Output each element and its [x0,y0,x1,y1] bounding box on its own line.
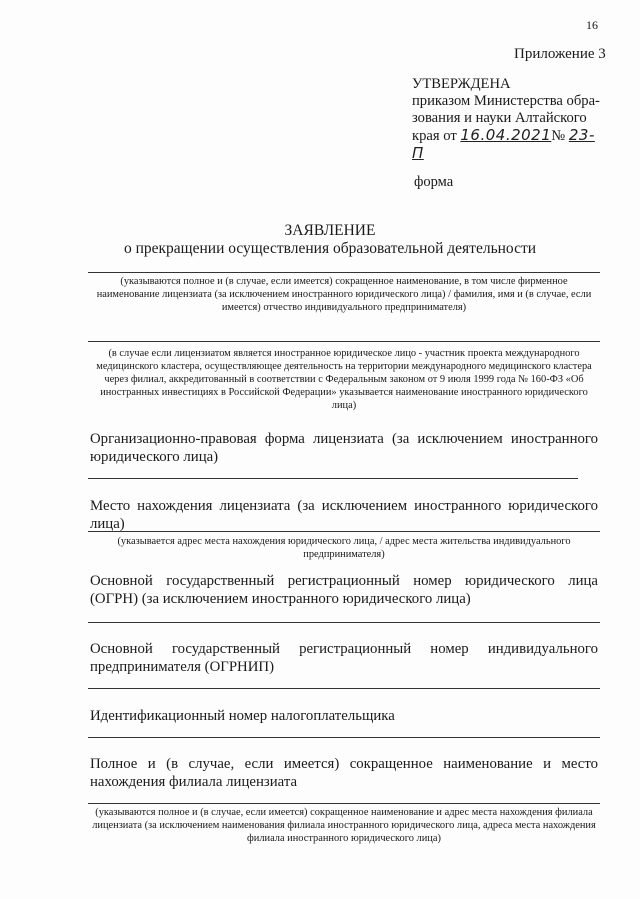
org-legal-form-label: Организационно-правовая форма лицензиата (за исключением иностранного юридического лица) [90,431,598,465]
foreign-entity-line[interactable] [88,341,600,342]
approval-date-prefix: края от [412,128,457,144]
approved-heading: УТВЕРЖДЕНА [412,76,511,92]
inn-label: Идентификационный номер налогоплательщика [90,708,395,724]
location-note: (указывается адрес места нахождения юридического лица, / адрес места жительства индивидуального предпринимателя) [117,536,571,560]
inn-line[interactable] [88,737,600,738]
document-subtitle: о прекращении осуществления образовательной деятельности [123,240,537,257]
org-legal-form-line[interactable] [88,478,578,479]
number-sign: № [551,128,566,144]
approval-line-1: приказом Министерства обра- [412,93,600,109]
branch-label: Полное и (в случае, если имеется) сокращенное наименование и место нахождения филиала лицензиата [90,756,598,790]
appendix-label: Приложение 3 [514,46,606,62]
form-label: форма [414,174,454,190]
handwritten-order-date: 16.04.2021 [460,126,552,144]
branch-note: (указываются полное и (в случае, если имеется) сокращенное наименование и адрес места нахождения филиала лицензиата (за исключением наименования филиала иностранного юридического лица, адреса места нахождения филиала иностранного юридического лица) [92,807,596,844]
page-number: 16 [586,18,598,32]
approval-line-3 [412,128,595,162]
branch-line[interactable] [88,803,600,804]
handwritten-order-number: 23-П [412,126,595,162]
location-label: Место нахождения лицензиата (за исключением иностранного юридического лица) [90,498,598,532]
foreign-entity-note: (в случае если лицензиатом является иностранное юридическое лицо - участник проекта международного медицинского кластера, осуществляющее деятельность на территории международного медицинского кластера через филиал, аккредитованный в соответствии с Федеральным законом от 9 июля 1999 года № 160-ФЗ «Об иностранных инвестициях в Российской Федерации» указывается наименование иностранного юридического лица) [96,348,592,411]
ogrn-label: Основной государственный регистрационный номер юридического лица (ОГРН) (за исключением иностранного юридического лица) [90,573,598,607]
licensee-name-line[interactable] [88,272,600,273]
ogrn-line[interactable] [88,622,600,623]
location-line[interactable] [88,531,600,532]
document-title: ЗАЯВЛЕНИЕ [284,222,376,239]
licensee-name-note: (указываются полное и (в случае, если имеется) сокращенное наименование, в том числе фирменное наименование лицензиата (за исключением иностранного юридического лица) / фамилия, имя и (в случае, если имеется) отчество индивидуального предпринимателя) [96,276,592,313]
ogrnip-label: Основной государственный регистрационный номер индивидуального предпринимателя (ОГРНИП) [90,641,598,675]
ogrnip-line[interactable] [88,688,600,689]
approval-block [412,76,600,163]
approval-line-2: зования и науки Алтайского [412,110,587,126]
